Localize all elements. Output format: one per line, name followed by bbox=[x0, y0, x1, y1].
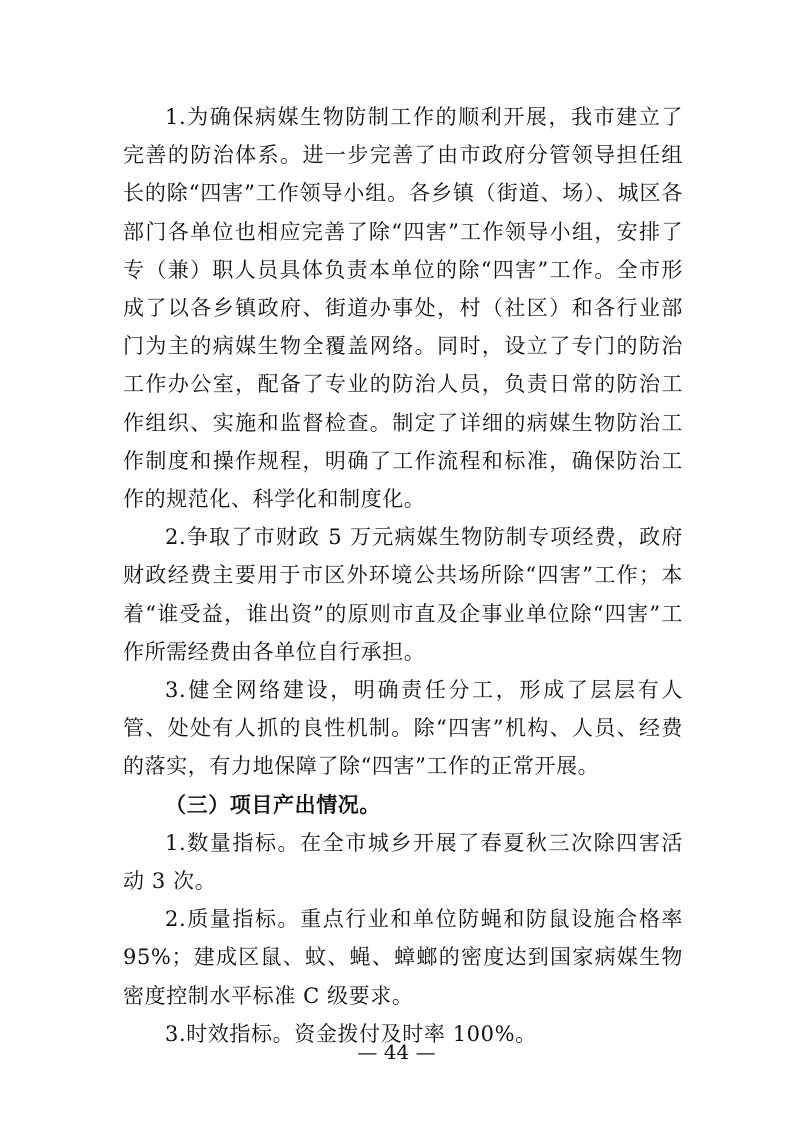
paragraph-network: 1.为确保病媒生物防制工作的顺利开展，我市建立了完善的防治体系。进一步完善了由市政府分管领导担任组长的除“四害”工作领导小组。各乡镇（街道、场）、城区各部门各单位也相应完善了除“四害”工作领导小组，安排了专（兼）职人员具体负责本单位的除“四害”工作。全市形成了以各乡镇政府、街道办事处，村（社区）和各行业部门为主的病媒生物全覆盖网络。同时，设立了专门的防治工作办公室，配备了专业的防治人员，负责日常的防治工作组织、实施和监督检查。制定了详细的病媒生物防治工作制度和操作规程，明确了工作流程和标准，确保防治工作的规范化、科学化和制度化。 bbox=[123, 105, 683, 512]
document-body bbox=[123, 98, 683, 1053]
paragraph-quality-indicator: 2.质量指标。重点行业和单位防蝇和防鼠设施合格率 95%；建成区鼠、蚊、蝇、蟑螂的密度达到国家病媒生物密度控制水平标准 C 级要求。 bbox=[123, 907, 683, 1008]
paragraph-funding: 2.争取了市财政 5 万元病媒生物防制专项经费，政府财政经费主要用于市区外环境公共场所除“四害”工作；本着“谁受益，谁出资”的原则市直及企事业单位除“四害”工作所需经费由各单位自行承担。 bbox=[123, 525, 683, 664]
paragraph-quantity-indicator: 1.数量指标。在全市城乡开展了春夏秋三次除四害活动 3 次。 bbox=[123, 830, 683, 894]
page-number: — 44 — bbox=[357, 1040, 436, 1064]
paragraph-timeliness-indicator: 3.时效指标。资金拨付及时率 100%。 bbox=[165, 1021, 537, 1046]
section-heading: （三）项目产出情况。 bbox=[165, 791, 381, 817]
paragraph-mechanism: 3.健全网络建设，明确责任分工，形成了层层有人管、处处有人抓的良性机制。除“四害”机构、人员、经费的落实，有力地保障了除“四害”工作的正常开展。 bbox=[123, 678, 683, 779]
